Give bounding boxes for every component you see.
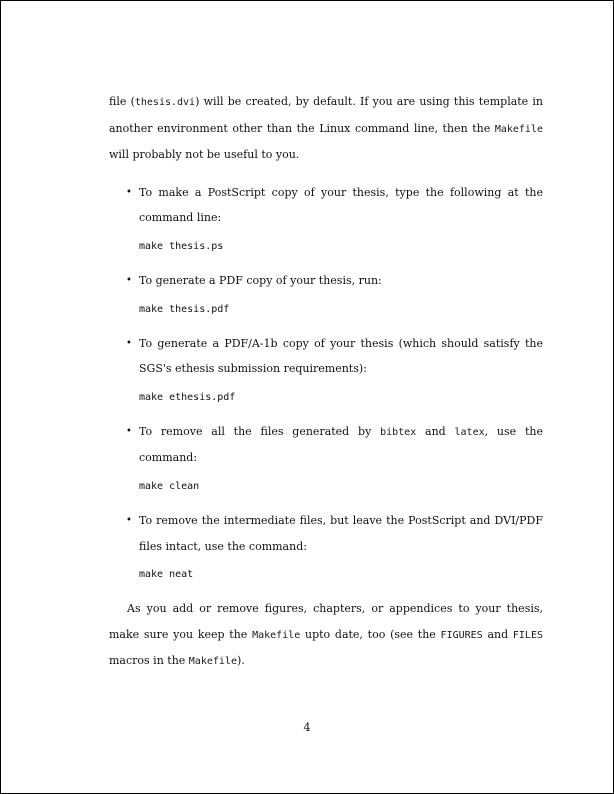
intro-text-3: will probably not be useful to you.	[109, 148, 300, 162]
list-item-clean	[109, 419, 543, 500]
intro-text-2: ) will be created, by default. If you are using this template in another environment other than the Linux command line, then the	[109, 95, 544, 135]
intro-text-1: file (	[109, 95, 135, 108]
list-item-text-mid: and	[416, 424, 455, 438]
code-makefile: Makefile	[252, 629, 301, 641]
closing-text-5: ).	[236, 654, 245, 668]
list-item-postscript	[109, 180, 543, 260]
command-make-clean: make clean	[139, 480, 200, 492]
code-thesis-dvi: thesis.dvi	[134, 97, 196, 108]
list-item-text: To generate a PDF copy of your thesis, run:	[139, 273, 382, 287]
command-make-thesis-ps: make thesis.ps	[139, 240, 224, 252]
list-item-neat	[109, 508, 543, 588]
command-make-thesis-pdf: make thesis.pdf	[139, 303, 230, 315]
intro-paragraph	[109, 89, 543, 168]
bullet-icon: •	[126, 514, 132, 526]
code-figures: FIGURES	[440, 629, 483, 641]
list-item-pdf	[109, 268, 543, 323]
bullet-icon: •	[126, 337, 132, 349]
list-item-pdfa	[109, 331, 543, 411]
code-makefile-2: Makefile	[188, 656, 237, 668]
bullet-icon: •	[126, 186, 132, 198]
closing-text-1: As you add or remove figures, chapters, or appendices to your thesis, make sure you keep the	[109, 602, 543, 641]
list-item-text-before: To remove all the files generated by	[139, 424, 381, 438]
closing-text-4: macros in the	[109, 654, 189, 668]
make-commands-list	[109, 180, 543, 588]
code-latex: latex	[454, 426, 485, 438]
page-number: 4	[303, 721, 311, 734]
list-item-text: To remove the intermediate files, but leave the PostScript and DVI/PDF files intact, use the command:	[139, 513, 543, 553]
list-item-text-after: , use the command:	[139, 424, 543, 465]
list-item-text: To generate a PDF/A-1b copy of your thesis (which should satisfy the SGS's ethesis submission requirements):	[139, 336, 543, 376]
bullet-icon: •	[126, 274, 132, 286]
closing-text-3: and	[482, 627, 513, 641]
list-item-text: To make a PostScript copy of your thesis, type the following at the command line:	[139, 185, 543, 225]
page-content	[109, 89, 543, 675]
code-makefile: Makefile	[494, 123, 543, 135]
closing-text-2: upto date, too (see the	[300, 627, 441, 641]
bullet-icon: •	[126, 425, 132, 437]
code-files: FILES	[512, 629, 543, 641]
closing-paragraph	[109, 596, 543, 675]
command-make-neat: make neat	[139, 569, 194, 581]
code-bibtex: bibtex	[380, 426, 417, 438]
command-make-ethesis-pdf: make ethesis.pdf	[139, 391, 236, 403]
